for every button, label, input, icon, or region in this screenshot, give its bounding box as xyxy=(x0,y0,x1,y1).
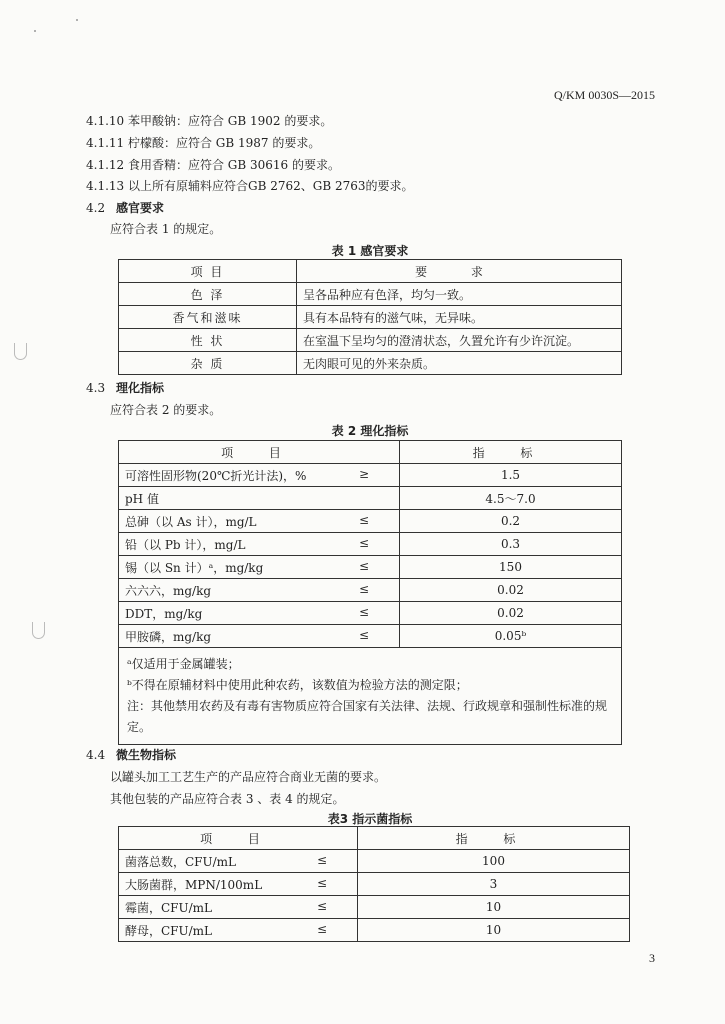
value-cell: 150 xyxy=(400,556,622,579)
clause-4-1-13: 4.1.13 以上所有原辅料应符合GB 2762、GB 2763的要求。 xyxy=(86,179,414,193)
comparison-mark: ≤ xyxy=(316,898,327,913)
item-cell xyxy=(119,850,358,873)
table-row xyxy=(119,464,622,487)
table3 xyxy=(118,826,630,942)
clause-4-1-10: 4.1.10 苯甲酸钠：应符合 GB 1902 的要求。 xyxy=(86,114,333,128)
comparison-mark: ≤ xyxy=(358,604,369,619)
item-cell xyxy=(119,556,400,579)
req-cell: 具有本品特有的滋气味，无异味。 xyxy=(297,306,622,329)
table-row xyxy=(119,919,630,942)
table-row xyxy=(119,352,622,375)
table-row xyxy=(119,329,622,352)
section-4-4-text-2: 其他包装的产品应符合表 3 、表 4 的规定。 xyxy=(110,792,345,806)
header-cell: 项 目 xyxy=(119,827,358,850)
table-row xyxy=(119,533,622,556)
comparison-mark: ≤ xyxy=(358,558,369,573)
punch-hole-mark xyxy=(14,343,27,360)
table-row xyxy=(119,306,622,329)
table-row xyxy=(119,850,630,873)
req-cell: 在室温下呈均匀的澄清状态，久置允许有少许沉淀。 xyxy=(297,329,622,352)
table-row xyxy=(119,625,622,648)
clause-4-1-11: 4.1.11 柠檬酸：应符合 GB 1987 的要求。 xyxy=(86,136,321,150)
item-cell: 色 泽 xyxy=(119,283,297,306)
table-notes xyxy=(119,648,622,745)
header-cell: 项 目 xyxy=(119,441,400,464)
item-label: 锡（以 Sn 计）ᵃ，mg/kg xyxy=(125,560,264,575)
item-label: 六六六，mg/kg xyxy=(125,583,212,598)
comparison-mark: ≤ xyxy=(316,921,327,936)
item-label: 菌落总数，CFU/mL xyxy=(125,854,237,869)
item-cell xyxy=(119,873,358,896)
table3-caption: 表3 指示菌指标 xyxy=(327,812,413,826)
item-cell xyxy=(119,896,358,919)
item-cell: 性 状 xyxy=(119,329,297,352)
scan-speck xyxy=(34,30,36,32)
comparison-mark: ≥ xyxy=(358,466,369,481)
header-cell: 项 目 xyxy=(119,260,297,283)
table-header-row xyxy=(119,260,622,283)
comparison-mark: ≤ xyxy=(358,581,369,596)
table-notes-row xyxy=(119,648,622,745)
section-4-4-text-1: 以罐头加工工艺生产的产品应符合商业无菌的要求。 xyxy=(110,770,387,784)
item-cell xyxy=(119,510,400,533)
value-cell: 0.05ᵇ xyxy=(400,625,622,648)
section-number: 4.4 xyxy=(86,748,106,762)
section-title: 感官要求 xyxy=(116,201,165,215)
table2 xyxy=(118,440,622,745)
item-cell xyxy=(119,579,400,602)
item-cell: 香气和滋味 xyxy=(119,306,297,329)
scan-speck xyxy=(76,19,78,21)
section-title: 理化指标 xyxy=(116,381,165,395)
section-title: 微生物指标 xyxy=(116,748,177,762)
item-cell: 杂 质 xyxy=(119,352,297,375)
item-label: pH 值 xyxy=(125,491,159,506)
table-row xyxy=(119,873,630,896)
value-cell: 4.5～7.0 xyxy=(400,487,622,510)
table1-caption: 表 1 感官要求 xyxy=(331,244,409,258)
item-label: DDT，mg/kg xyxy=(125,606,203,621)
value-cell: 3 xyxy=(358,873,630,896)
header-cell: 指 标 xyxy=(400,441,622,464)
item-cell xyxy=(119,464,400,487)
value-cell: 0.3 xyxy=(400,533,622,556)
section-4-2-heading xyxy=(86,199,164,216)
table-row xyxy=(119,283,622,306)
item-label: 大肠菌群，MPN/100mL xyxy=(125,877,263,892)
comparison-mark: ≤ xyxy=(316,875,327,890)
section-4-2-text: 应符合表 1 的规定。 xyxy=(110,222,222,236)
item-label: 总砷（以 As 计），mg/L xyxy=(125,514,257,529)
document-code: Q/KM 0030S—2015 xyxy=(553,88,655,102)
table-row xyxy=(119,896,630,919)
footnote-b: ᵇ不得在原辅材料中使用此种农药，该数值为检验方法的测定限； xyxy=(127,678,468,692)
table2-caption: 表 2 理化指标 xyxy=(331,424,409,438)
value-cell: 1.5 xyxy=(400,464,622,487)
comparison-mark: ≤ xyxy=(358,535,369,550)
comparison-mark: ≤ xyxy=(358,512,369,527)
clause-4-1-12: 4.1.12 食用香精：应符合 GB 30616 的要求。 xyxy=(86,158,341,172)
header-cell: 要 求 xyxy=(297,260,622,283)
section-number: 4.2 xyxy=(86,201,106,215)
item-cell xyxy=(119,602,400,625)
punch-hole-mark xyxy=(32,622,45,639)
value-cell: 100 xyxy=(358,850,630,873)
table1 xyxy=(118,259,622,375)
value-cell: 0.02 xyxy=(400,602,622,625)
item-cell xyxy=(119,919,358,942)
table-row xyxy=(119,579,622,602)
footnote-a: ᵃ仅适用于金属罐装； xyxy=(127,657,240,671)
comparison-mark: ≤ xyxy=(358,627,369,642)
value-cell: 0.2 xyxy=(400,510,622,533)
value-cell: 0.02 xyxy=(400,579,622,602)
item-label: 甲胺磷，mg/kg xyxy=(125,629,212,644)
table-row xyxy=(119,556,622,579)
item-label: 霉菌，CFU/mL xyxy=(125,900,213,915)
table-row xyxy=(119,487,622,510)
section-4-4-heading xyxy=(86,746,176,763)
item-cell xyxy=(119,625,400,648)
section-4-3-text: 应符合表 2 的要求。 xyxy=(110,403,222,417)
table-note: 注：其他禁用农药及有毒有害物质应符合国家有关法律、法规、行政规章和强制性标准的规定。 xyxy=(127,699,608,734)
header-cell: 指 标 xyxy=(358,827,630,850)
item-label: 铅（以 Pb 计），mg/L xyxy=(125,537,246,552)
value-cell: 10 xyxy=(358,896,630,919)
section-number: 4.3 xyxy=(86,381,106,395)
table-row xyxy=(119,510,622,533)
item-label: 可溶性固形物(20℃折光计法)，% xyxy=(125,468,307,483)
item-label: 酵母，CFU/mL xyxy=(125,923,213,938)
value-cell: 10 xyxy=(358,919,630,942)
section-4-3-heading xyxy=(86,379,164,396)
req-cell: 呈各品种应有色泽，均匀一致。 xyxy=(297,283,622,306)
item-cell xyxy=(119,487,400,510)
comparison-mark: ≤ xyxy=(316,852,327,867)
page-number: 3 xyxy=(649,951,655,965)
req-cell: 无肉眼可见的外来杂质。 xyxy=(297,352,622,375)
table-row xyxy=(119,602,622,625)
table-header-row xyxy=(119,827,630,850)
item-cell xyxy=(119,533,400,556)
table-header-row xyxy=(119,441,622,464)
